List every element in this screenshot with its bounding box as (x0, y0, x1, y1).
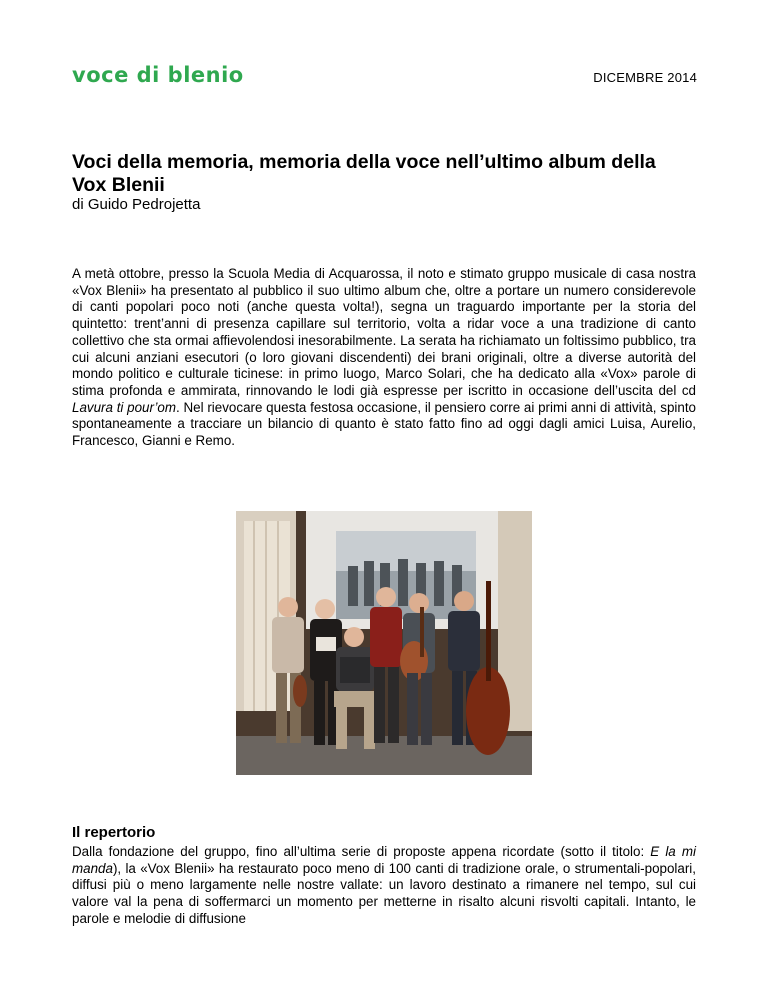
article-byline: di Guido Pedrojetta (72, 196, 201, 213)
intro-text-a: A metà ottobre, presso la Scuola Media di Acquarossa, il noto e stimato gruppo musicale di casa nostra «Vox Blenii» ha presentato al pubblico il suo ultimo album che, oltre a portare un numero considerevole di canti popolari poco noti (anche questa volta!), segna un traguardo importante per la storia del quintetto: trent’anni di presenza capillare sul territorio, volta a ridar voce a una tradizione di canto collettivo che sta ormai affievolendosi inesorabilmente. La serata ha richiamato un foltissimo pubblico, tra cui alcuni anziani esecutori (o loro giovani discendenti) dei brani originali, oltre a diverse autorità del mondo politico e culturale ticinese: in primo luogo, Marco Solari, che ha dedicato alla «Vox» parole di stima profonda e ammirata, rinnovando le lodi già espresse per iscritto in occasione dell’uscita del cd (72, 266, 696, 398)
repertorio-text-b: ), la «Vox Blenii» ha restaurato poco meno di 100 canti di tradizione orale, o strumentali-popolari, diffusi più o meno largamente nelle nostre vallate: un lavoro destinato a rimanere nel tempo, sul cui valore val la pena di soffermarci un momento per metterne in risalto alcuni risvolti capitali. Intanto, le parole e melodie di diffusione (72, 860, 696, 926)
repertorio-paragraph (72, 844, 696, 928)
repertorio-text-a: Dalla fondazione del gruppo, fino all’ultima serie di proposte appena ricordate (sotto il titolo: (72, 844, 651, 859)
article-title: Voci della memoria, memoria della voce nell’ultimo album della Vox Blenii (72, 151, 656, 196)
album-subtitle-italic: E la mi manda (72, 844, 696, 876)
section-title-repertorio: Il repertorio (72, 824, 156, 841)
issue-date: DICEMBRE 2014 (593, 70, 697, 85)
intro-paragraph (72, 266, 696, 450)
masthead-logo: voce di blenio (72, 63, 244, 87)
band-photo (236, 511, 532, 775)
intro-text-b: . Nel rievocare questa festosa occasione, il pensiero corre ai primi anni di attività, spinto spontaneamente a tracciare un bilancio di quanto è stato fatto fino ad oggi dagli amici Luisa, Aurelio, Francesco, Gianni e Remo. (72, 399, 696, 449)
album-title-italic: Lavura ti pour’om (72, 399, 177, 415)
